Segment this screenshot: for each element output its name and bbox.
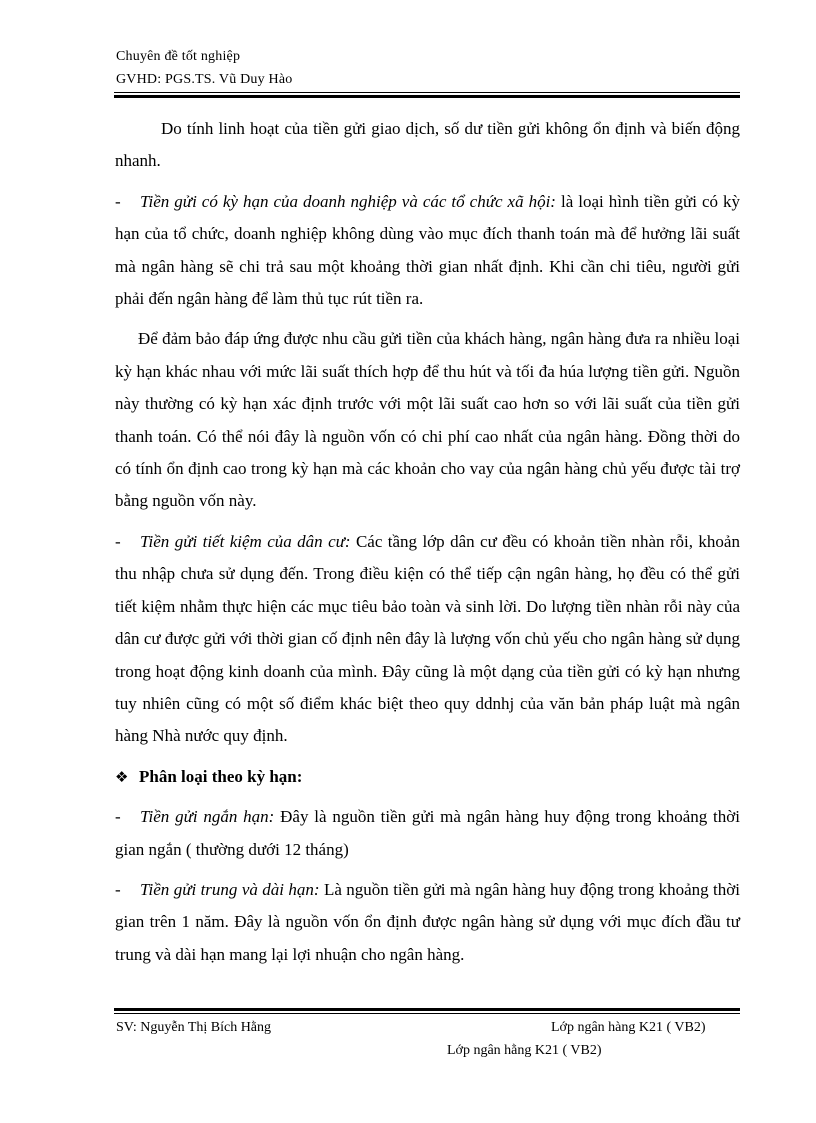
bullet-medium-long-term-deposit bbox=[115, 874, 740, 971]
bullet-term: Tiền gửi trung và dài hạn: bbox=[140, 879, 320, 899]
bullet-text: Đây là nguồn tiền gửi mà ngân hàng huy động trong khoảng thời gian ngắn ( thường dưới 12 tháng) bbox=[115, 807, 740, 859]
paragraph-demand-deposit-volatility: Do tính linh hoạt của tiền gửi giao dịch, số dư tiền gửi không ổn định và biến động nhanh. bbox=[115, 119, 740, 171]
header-rule-thin bbox=[114, 92, 740, 93]
header-rule-thick bbox=[114, 95, 740, 98]
dash-bullet: - bbox=[115, 191, 121, 211]
diamond-bullet-icon: ❖ bbox=[115, 767, 129, 786]
bullet-text: là loại hình tiền gửi có kỳ hạn của tổ chức, doanh nghiệp không dùng vào mục đích thanh toán mà để hưởng lãi suất mà ngân hàng sẽ chi trả sau một khoảng thời gian nhất định. Khi cần chi tiêu, người gửi phải đến ngân hàng để làm thủ tục rút tiền ra. bbox=[115, 191, 740, 309]
section-heading-classification bbox=[115, 761, 740, 793]
bullet-text: Các tầng lớp dân cư đều có khoản tiền nhàn rỗi, khoản thu nhập chưa sử dụng đến. Trong điều kiện có thể tiếp cận ngân hàng, họ đều có thể gửi tiết kiệm nhằm thực hiện các mục tiêu bảo toàn và sinh lời. Do lượng tiền nhàn rỗi này của dân cư được gửi với thời gian cố định nên đây là lượng vốn chủ yếu cho ngân hàng sử dụng trong hoạt động kinh doanh của mình. Đây cũng là một dạng của tiền gửi có kỳ hạn nhưng tuy nhiên cũng có một số điểm khác biệt theo quy ddnhj của văn bản pháp luật mà ngân hàng Nhà nước quy định. bbox=[115, 531, 740, 746]
dash-bullet: - bbox=[115, 531, 121, 551]
bullet-term: Tiền gửi có kỳ hạn của doanh nghiệp và các tổ chức xã hội: bbox=[140, 191, 556, 211]
footer-student: SV: Nguyễn Thị Bích Hằng bbox=[116, 1020, 272, 1035]
dash-bullet: - bbox=[115, 879, 121, 899]
section-heading-text: Phân loại theo kỳ hạn: bbox=[139, 766, 303, 786]
header-thesis-title: Chuyên đề tốt nghiệp bbox=[116, 49, 241, 64]
footer-rule-thin bbox=[114, 1013, 740, 1014]
dash-bullet: - bbox=[115, 807, 121, 827]
header-supervisor: GVHD: PGS.TS. Vũ Duy Hào bbox=[116, 72, 293, 87]
bullet-term: Tiền gửi ngắn hạn: bbox=[140, 807, 275, 827]
footer-rule-thick bbox=[114, 1008, 740, 1011]
footer-class-duplicate: Lớp ngân hằng K21 ( VB2) bbox=[447, 1043, 602, 1058]
footer-class: Lớp ngân hàng K21 ( VB2) bbox=[551, 1020, 706, 1035]
bullet-short-term-deposit bbox=[115, 801, 740, 866]
bullet-term-deposit-enterprises bbox=[115, 186, 740, 316]
document-body bbox=[115, 113, 740, 971]
bullet-term: Tiền gửi tiết kiệm của dân cư: bbox=[140, 531, 351, 551]
paragraph-term-deposit-detail: Để đảm bảo đáp ứng được nhu cầu gửi tiền của khách hàng, ngân hàng đưa ra nhiều loại kỳ hạn khác nhau với mức lãi suất thích hợp để thu hút và tối đa húa lượng tiền gửi. Nguồn này thường có kỳ hạn xác định trước với một lãi suất cao hơn so với lãi suất của tiền gửi thanh toán. Có thể nói đây là nguồn vốn có chi phí cao nhất của ngân hàng. Đồng thời do có tính ổn định cao trong kỳ hạn mà các khoản cho vay của ngân hàng chủ yếu được tài trợ bằng nguồn vốn này. bbox=[115, 329, 740, 511]
bullet-savings-deposit bbox=[115, 526, 740, 753]
bullet-text: Là nguồn tiền gửi mà ngân hàng huy động trong khoảng thời gian trên 1 năm. Đây là nguồn vốn ổn định được ngân hàng sử dụng với mục đích đầu tư trung và dài hạn mang lại lợi nhuận cho ngân hàng. bbox=[115, 879, 740, 964]
